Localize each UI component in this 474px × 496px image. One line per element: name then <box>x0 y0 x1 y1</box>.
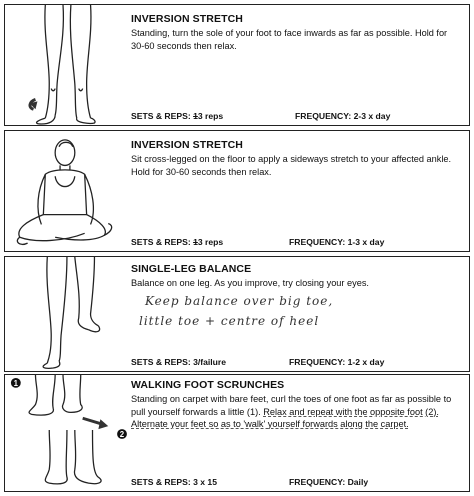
exercise-card-single-leg-balance <box>4 256 470 372</box>
sets-reps: SETS & REPS: 3 x 15 <box>131 477 217 487</box>
exercise-title: INVERSION STRETCH <box>131 139 243 151</box>
sets-reps: SETS & REPS: 3/failure <box>131 357 227 367</box>
exercise-description: Standing on carpet with bare feet, curl the toes of one foot as far as possible to pull yourself forwards a little (1). Relax and repeat with the opposite foot (2). Alternate your feet so as to 'walk' yourself forwards along the carpet. <box>131 394 452 429</box>
exercise-title: SINGLE-LEG BALANCE <box>131 263 252 275</box>
handwritten-note <box>139 291 334 331</box>
exercise-description: Sit cross-legged on the floor to apply a sideways stretch to your affected ankle. Hold for 30-60 seconds then relax. <box>131 154 452 177</box>
frequency: FREQUENCY: Daily <box>289 477 369 487</box>
exercise-title: WALKING FOOT SCRUNCHES <box>131 379 285 391</box>
struck-value: 1 <box>193 237 198 247</box>
exercise-card-inversion-seated <box>4 130 470 252</box>
exercise-title: INVERSION STRETCH <box>131 13 243 25</box>
step-marker-1: 1 <box>13 378 19 388</box>
frequency: FREQUENCY: 2-3 x day <box>295 111 391 121</box>
exercise-description: Balance on one leg. As you improve, try closing your eyes. <box>131 278 369 288</box>
frequency: FREQUENCY: 1-2 x day <box>289 357 385 367</box>
exercise-card-walking-foot-scrunches <box>4 374 470 492</box>
exercise-card-inversion-standing <box>4 4 470 126</box>
handwritten-line: little toe + centre of heel <box>139 314 320 328</box>
standing-legs-illustration <box>5 5 123 125</box>
sets-reps: SETS & REPS: 13 reps <box>131 237 224 247</box>
single-leg-illustration <box>5 257 123 371</box>
foot-scrunch-illustration <box>5 375 123 491</box>
seated-crosslegged-illustration <box>5 131 123 251</box>
struck-value: 1 <box>193 111 198 121</box>
frequency: FREQUENCY: 1-3 x day <box>289 237 385 247</box>
sets-reps: SETS & REPS: 13 reps <box>131 111 224 121</box>
exercise-description: Standing, turn the sole of your foot to face inwards as far as possible. Hold for 30-60 seconds then relax. <box>131 28 448 51</box>
step-marker-2: 2 <box>119 429 125 439</box>
handwritten-line: Keep balance over big toe, <box>145 294 334 308</box>
